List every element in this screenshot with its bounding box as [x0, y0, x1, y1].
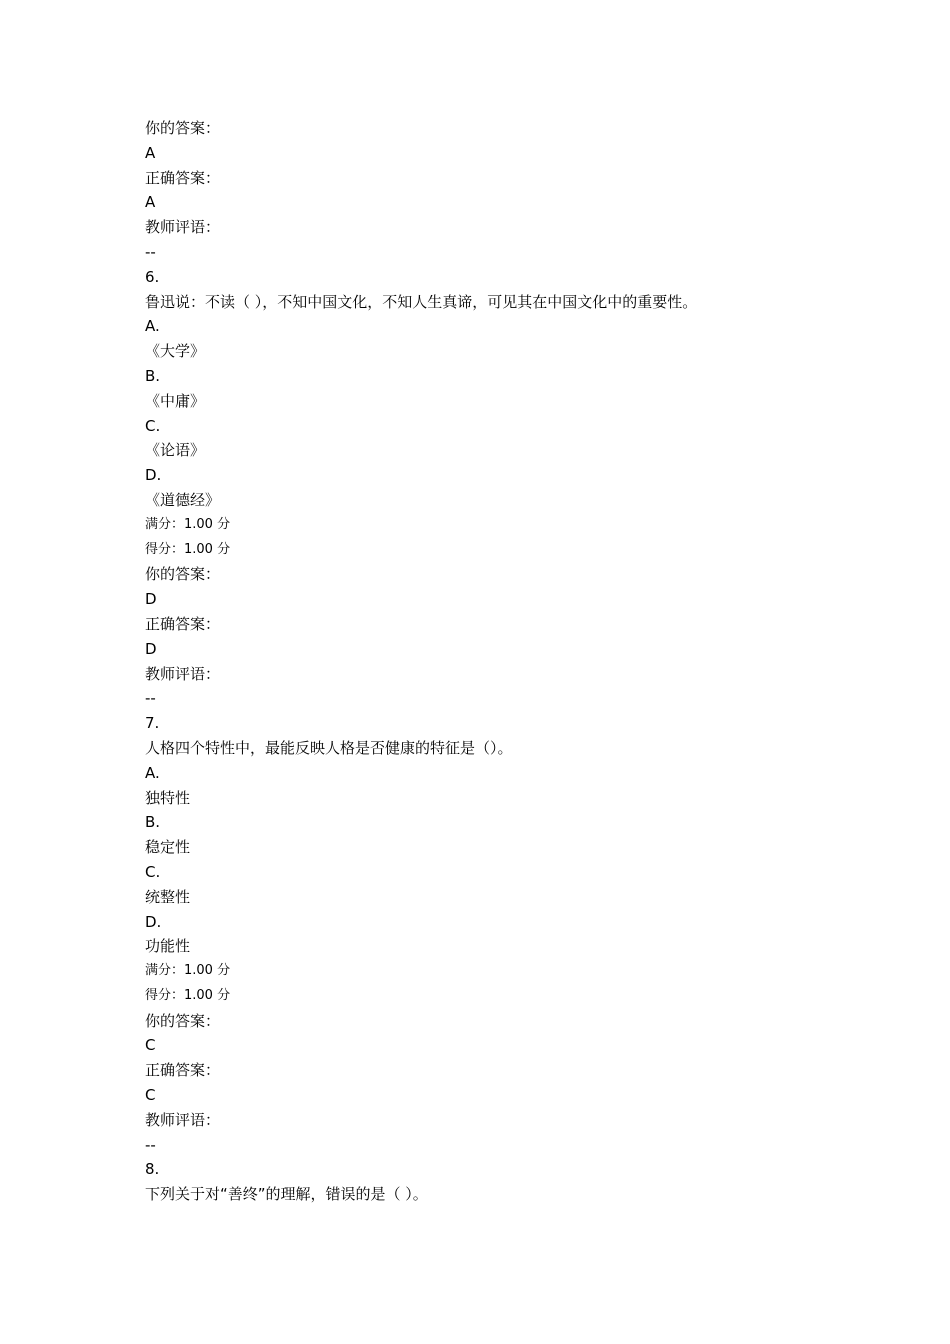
- document-line-21: D: [145, 639, 157, 658]
- document-line-43: 下列关于对“善终”的理解，错误的是（ ）。: [145, 1185, 428, 1204]
- document-line-17: 得分：1.00 分: [145, 541, 231, 557]
- document-line-19: D: [145, 590, 157, 609]
- document-line-32: D.: [145, 912, 162, 931]
- document-line-39: C: [145, 1086, 156, 1105]
- document-line-23: --: [145, 689, 156, 708]
- document-line-29: 稳定性: [145, 838, 191, 857]
- document-line-40: 教师评语：: [145, 1110, 221, 1129]
- document-line-8: A.: [145, 317, 160, 336]
- document-line-5: --: [145, 242, 156, 261]
- document-line-31: 统整性: [145, 887, 191, 906]
- document-line-22: 教师评语：: [145, 664, 221, 683]
- document-line-7: 鲁迅说：不读（ ），不知中国文化，不知人生真谛，可见其在中国文化中的重要性。: [145, 292, 698, 311]
- document-line-9: 《大学》: [145, 342, 206, 361]
- document-line-11: 《中庸》: [145, 391, 206, 410]
- document-line-0: 你的答案：: [145, 119, 221, 137]
- document-line-37: C: [145, 1036, 156, 1055]
- document-line-16: 满分：1.00 分: [145, 516, 231, 532]
- document-line-2: 正确答案：: [145, 168, 221, 187]
- document-line-15: 《道德经》: [145, 490, 221, 509]
- document-line-10: B.: [145, 366, 161, 385]
- document-line-6: 6.: [145, 267, 160, 286]
- document-line-18: 你的答案：: [145, 565, 221, 584]
- document-line-36: 你的答案：: [145, 1011, 221, 1030]
- document-line-42: 8.: [145, 1160, 160, 1179]
- document-line-3: A: [145, 193, 156, 212]
- document-line-20: 正确答案：: [145, 614, 221, 633]
- document-line-27: 独特性: [145, 788, 191, 807]
- document-line-14: D.: [145, 466, 162, 485]
- document-line-26: A.: [145, 763, 160, 782]
- document-line-24: 7.: [145, 714, 160, 733]
- document-line-30: C.: [145, 862, 161, 881]
- document-line-28: B.: [145, 813, 161, 832]
- document-line-41: --: [145, 1135, 156, 1154]
- document-page: [145, 116, 905, 1207]
- document-line-12: C.: [145, 416, 161, 435]
- document-line-4: 教师评语：: [145, 218, 221, 237]
- document-line-25: 人格四个特性中，最能反映人格是否健康的特征是（）。: [145, 738, 513, 757]
- document-line-33: 功能性: [145, 937, 191, 956]
- document-line-13: 《论语》: [145, 441, 206, 460]
- document-line-1: A: [145, 143, 156, 162]
- document-line-34: 满分：1.00 分: [145, 963, 231, 979]
- document-line-38: 正确答案：: [145, 1061, 221, 1080]
- document-line-35: 得分：1.00 分: [145, 987, 231, 1003]
